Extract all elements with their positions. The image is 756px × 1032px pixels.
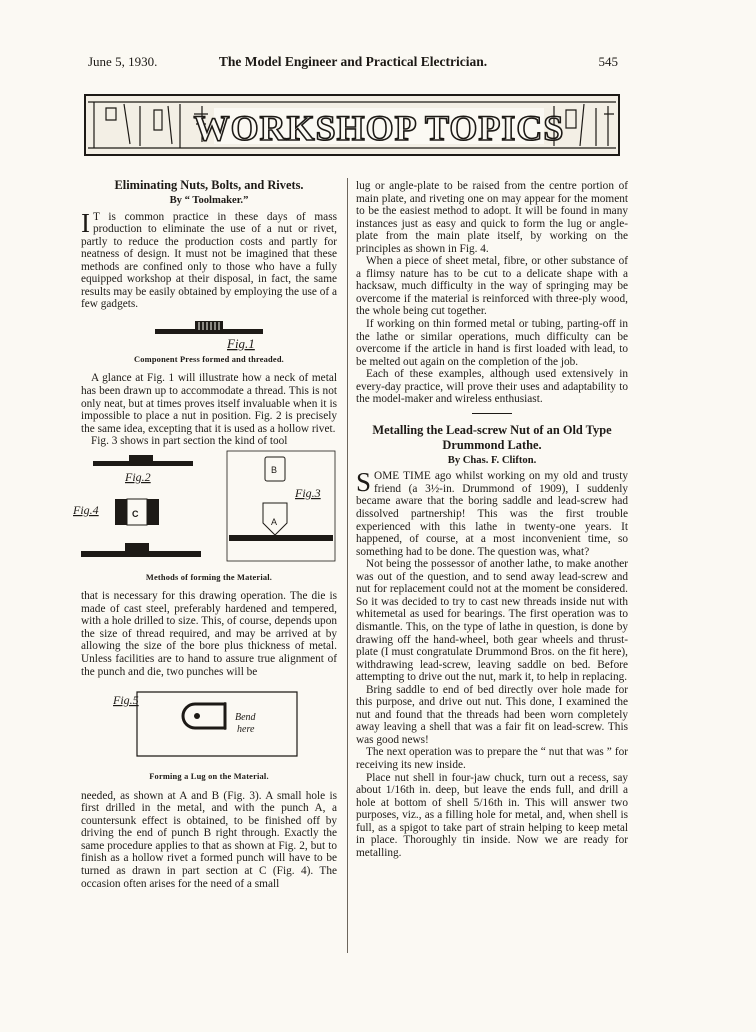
workshop-topics-banner [84,94,620,156]
column-rule [347,178,348,953]
fig4-label: Fig.4 [73,502,99,517]
figure-5 [109,682,309,768]
dropcap: S [356,467,372,498]
fig3-label: Fig.3 [295,485,321,500]
article2-para-3: Bring saddle to end of bed directly over hole made for this purpose, and drive out nut. This done, I examined the nut and found that the threads had been worn completely away leaving a shell that was a fair fit on lead-screw. This was good news! [356,683,628,746]
article1-cont-para-3: If working on thin formed metal or tubing, parting-off in the lathe or similar operations, much difficulty can be overcome if the article in hand is first loaded with lead, to be melted out again on the completion of the job. [356,318,628,368]
article2-para-2: Not being the possessor of another lathe, to make another was out of the question, and to send away lead-screw and nut for replacement could not at the moment be considered. So it was decided to try to cast new threads inside nut with whitemetal as used for bearings. The first operation was to dismantle. This, on the type of lathe in question, is done by drawing off the hand-wheel, both gear wheels and thrust-plate (I must congratulate Drummond Bros. on the fit here), withdrawing lead-screw, leaving saddle on bed. Before attempting to drive out the nut, mark it, to help in replacing. [356,558,628,684]
article1-para-3: Fig. 3 shows in part section the kind of tool [91,435,288,448]
article2-para-5: Place nut shell in four-jaw chuck, turn out a recess, say about 1/16th in. deep, but leave the ends full, and drill a hole at bottom of shell 5/16th in. This will answer two purposes, viz., as a filling hole for metal, and, when shell is full, as a spigot to take part of strain helping to keep metal in place. Thoroughly tin inside. Now we are ready for metalling. [356,771,628,859]
figure-2 [93,455,193,484]
right-column [356,180,628,859]
running-header [88,54,618,74]
article1-para-2: A glance at Fig. 1 will illustrate how a neck of metal has been drawn up to accommodate a thread. This is not only neat, but at times proves itself invaluable when it is impossible to place a nut in position. Fig. 2 is precisely the same idea, excepting that it is used as a hollow rivet. [81,372,337,435]
fig5-label: Fig.5 [113,693,139,708]
article2-para-1-text: OME TIME ago whilst working on my old and trusty friend (a 3½-in. Drummond of 1909), I suddenly became aware that the boring saddle and lead-screw had dissolved partnership! This was the first trouble experienced with this lathe in twenty-one years. It happened, of course, at a most inconvenient time, so something had to be done. The question was, what? [356,470,628,558]
fig-letter-a: A [271,516,278,527]
article1-cont-para-4: Each of these examples, although used extensively in every-day practice, will prove their uses and adaptability to the model-maker and wireless enthusiast. [356,368,628,406]
article1-para-1 [81,207,338,311]
fig1-label: Fig.1 [227,335,255,351]
page-number: 545 [598,54,618,69]
fig5-here-text: here [237,724,255,736]
dropcap: I [81,207,90,238]
article1-para-4: that is necessary for this drawing operation. The die is made of cast steel, preferably hardened and tempered, with a hole drilled to size. This, of course, depends upon the size of thread required, and may be arrived at by allowing the size of the bore plus thickness of metal. Unless facilities are to hand to assure true alignment of the punch and die, two punches will be [81,590,337,678]
article1-para-1-text: T is common practice in these days of mass production to eliminate the use of a nut or rivet, partly to reduce the production costs and partly for neatness of design. It must not be imagined that these methods are confined only to those who have a fully equipped workshop at their disposal, in fact, the same results may be easily obtained by employing the use of a few gadgets. [81,210,338,311]
fig-letter-c: C [132,508,139,519]
section-divider [472,413,512,414]
article2-title: Metalling the Lead-screw Nut of an Old Type Drummond Lathe. [372,422,612,452]
figure-1 [149,319,269,351]
fig2-label: Fig.2 [125,469,151,484]
figure-2-3-4 [73,451,337,569]
article1-cont-para-2: When a piece of sheet metal, fibre, or other substance of a flimsy nature has to be cut to a delicate shape with a hacksaw, much difficulty in the way of springing may be overcome if the material is reinforced with three-ply wood, the whole being cut together. [356,255,628,318]
banner-title: WORKSHOP TOPICS [193,108,565,148]
article1-title: Eliminating Nuts, Bolts, and Rivets. [114,178,304,192]
fig5-bend-text: Bend [235,712,256,724]
article2-para-4: The next operation was to prepare the “ nut that was ” for receiving its new inside. [356,746,628,771]
fig-letter-b: B [271,464,278,475]
figure-4 [72,499,201,557]
left-column [73,178,338,890]
fig1-caption: Component Press formed and threaded. [134,354,284,364]
figure-3 [227,451,335,561]
magazine-title: The Model Engineer and Practical Electrician. [218,54,488,69]
article2-byline: By Chas. F. Clifton. [447,454,537,466]
article1-para-5: needed, as shown at A and B (Fig. 3). A small hole is first drilled in the metal, and with the punch A, a countersunk effect is obtained, to be finished off by driving the end of punch B right through. Exactly the same procedure applies to that as shown at Fig. 2, but to finish as a hollow rivet a formed punch will have to be turned as drawn in part section at C (Fig. 4). The occasion often arises for the need of a small [81,789,337,890]
article1-cont-para-1: lug or angle-plate to be raised from the centre portion of main plate, and riveting one on may appear for the moment to be the easiest method to adopt. It will be found in many instances just as easy and quick to form the lug or angle-plate from the main plate itself, by working on the principles as shown in Fig. 4. [356,180,628,255]
article2-para-1 [356,467,628,558]
fig5-caption: Forming a Lug on the Material. [149,772,269,782]
fig234-caption: Methods of forming the Material. [145,572,273,582]
article1-byline: By “ Toolmaker.” [169,195,249,206]
issue-date: June 5, 1930. [88,54,158,69]
